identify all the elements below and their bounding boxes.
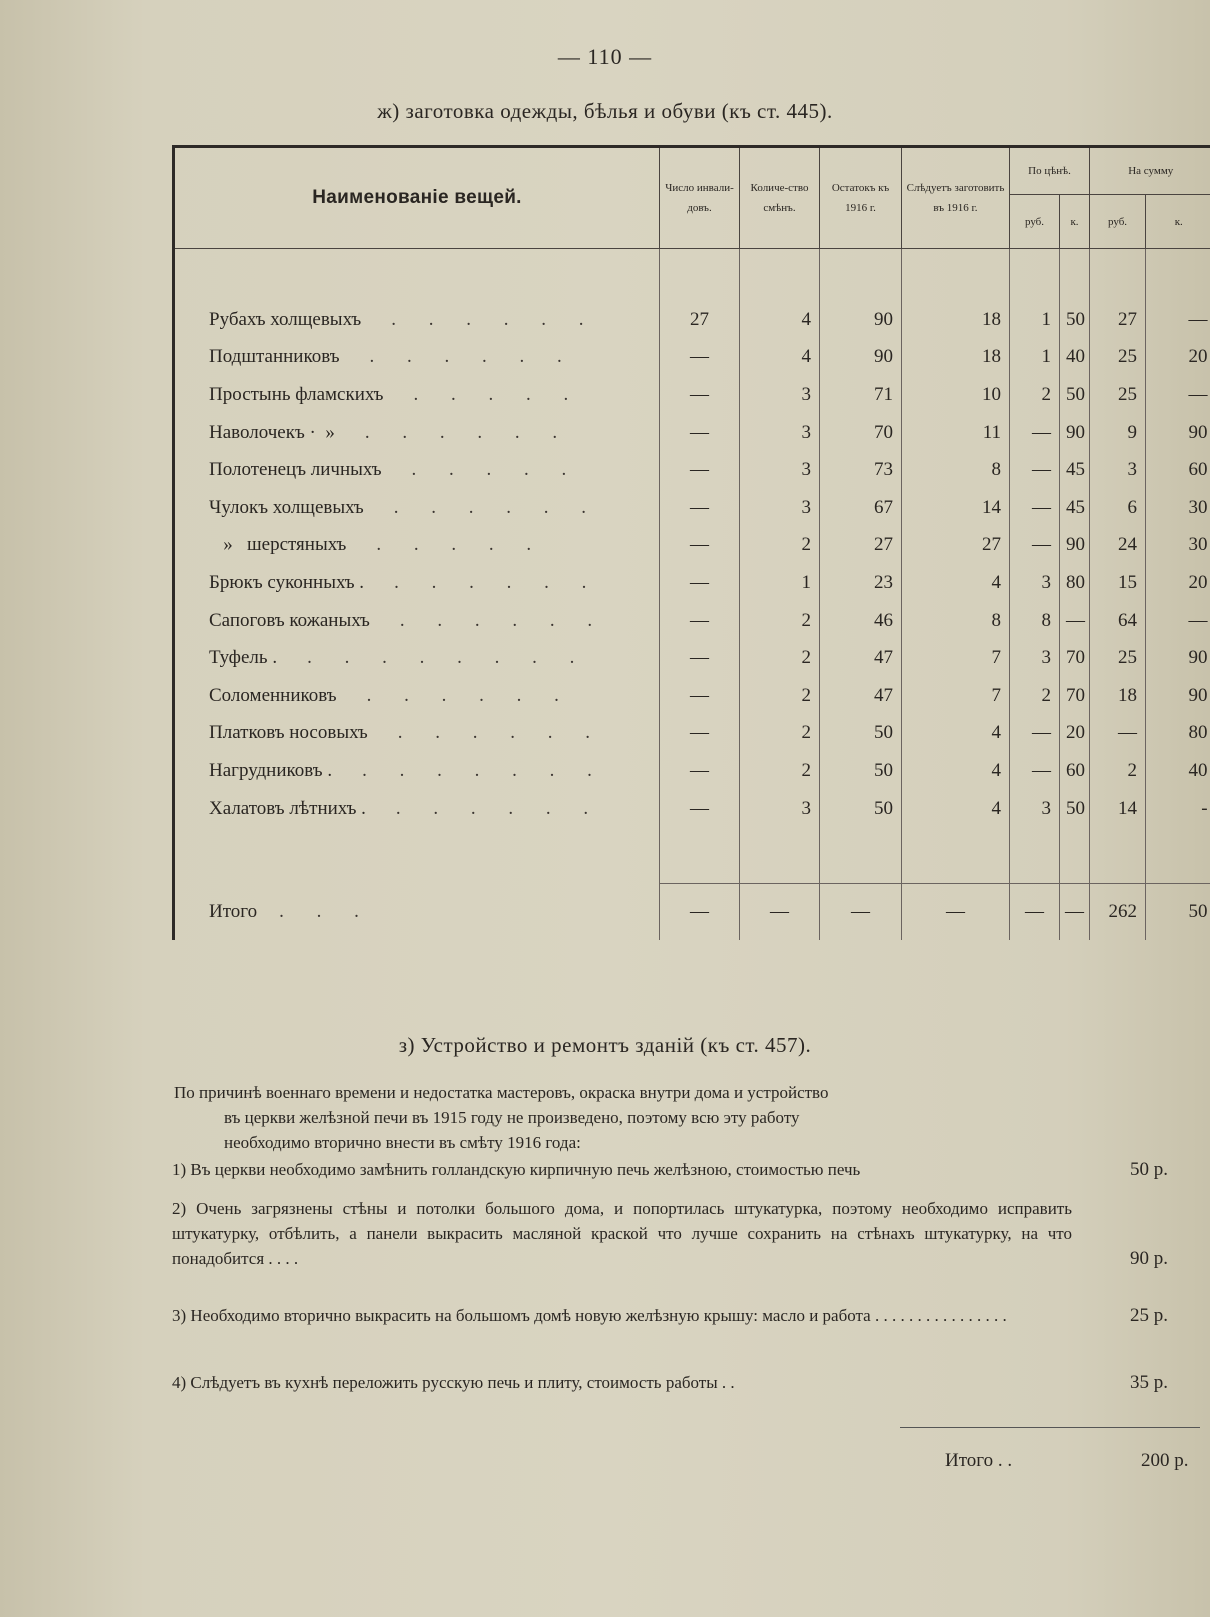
item-name: Простынь фламскихъ [209, 383, 384, 405]
cell-sum-rub: 15 [1090, 564, 1146, 602]
cell-price-kop: 60 [1060, 752, 1090, 790]
cell-name [174, 602, 660, 640]
header-price-rub: руб. [1010, 195, 1060, 249]
cell-to-prepare: 18 [902, 301, 1010, 339]
item-name: Платковъ носовыхъ [209, 722, 368, 744]
table-row [174, 339, 1210, 377]
cell-price-kop: 50 [1060, 301, 1090, 339]
cell-to-prepare: 4 [902, 790, 1010, 828]
cell-sum-kop: 60 [1146, 451, 1210, 489]
cell-sum-kop: 90 [1146, 677, 1210, 715]
item-name: Соломенниковъ [209, 684, 337, 706]
cell-to-prepare: 10 [902, 376, 1010, 414]
cell-sum-rub: 18 [1090, 677, 1146, 715]
cell-remainder: 67 [820, 489, 902, 527]
cell-sum-rub: 25 [1090, 339, 1146, 377]
cell-to-prepare: 4 [902, 752, 1010, 790]
cell-sum-rub: 9 [1090, 414, 1146, 452]
repair-item-text: 2) Очень загрязнены стѣны и потолки большого дома, и попортилась штукатурка, поэтому необходимо исправить штукатурку, отбѣлить, а панели выкрасить масляной краской что лучше сохранить на стѣнахъ штукатурку, на что понадобится . . . . [172, 1199, 1072, 1268]
leader-dots: . . . . . . [393, 496, 600, 518]
item-name: Туфель . [209, 647, 278, 669]
cell-name [174, 790, 660, 828]
cell-remainder: 50 [820, 752, 902, 790]
cell-price-kop: 40 [1060, 339, 1090, 377]
cell-sum-kop: — [1146, 602, 1210, 640]
repairs-total-label: Итого . . [945, 1450, 1013, 1471]
cell-price-kop: 45 [1060, 489, 1090, 527]
item-name: » шерстяныхъ [209, 534, 347, 556]
cell-invalids: — [660, 715, 740, 753]
cell-price-rub: 1 [1010, 301, 1060, 339]
item-name: Подштанниковъ [209, 346, 340, 368]
cell-sum-kop: 30 [1146, 527, 1210, 565]
section-title-buildings: з) Устройство и ремонтъ зданій (къ ст. 457). [398, 1033, 812, 1057]
leader-dots: . . . . . . . . [307, 647, 589, 669]
item-name: Полотенецъ личныхъ [209, 459, 382, 481]
cell-sum-kop: - [1146, 790, 1210, 828]
header-sum: На сумму [1090, 147, 1210, 195]
cell-changes: 2 [740, 677, 820, 715]
cell-remainder: 70 [820, 414, 902, 452]
intro-line: въ церкви желѣзной печи въ 1915 году не произведено, поэтому всю эту работу [224, 1108, 800, 1127]
header-price-kop: к. [1060, 195, 1090, 249]
header-to-prepare: Слѣдуетъ заготовить въ 1916 г. [902, 147, 1010, 249]
cell-price-kop: 45 [1060, 451, 1090, 489]
cell-price-kop: — [1060, 602, 1090, 640]
cell-changes: 3 [740, 790, 820, 828]
cell-name [174, 564, 660, 602]
cell-changes: 2 [740, 752, 820, 790]
cell-changes: 1 [740, 564, 820, 602]
cell-changes: 4 [740, 301, 820, 339]
total-cell-price-kop: — [1060, 884, 1090, 941]
cell-name [174, 489, 660, 527]
cell-sum-rub: 25 [1090, 639, 1146, 677]
cell-to-prepare: 14 [902, 489, 1010, 527]
cell-changes: 2 [740, 639, 820, 677]
table-row [174, 715, 1210, 753]
cell-invalids: — [660, 790, 740, 828]
item-name: Брюкъ суконныхъ . [209, 571, 365, 593]
cell-sum-rub: 2 [1090, 752, 1146, 790]
leader-dots: . . . . . . [395, 797, 603, 819]
section-title-clothing: ж) заготовка одежды, бѣлья и обуви (къ ст. 445). [377, 99, 833, 123]
cell-invalids: — [660, 677, 740, 715]
header-changes: Количе-ство смѣнъ. [740, 147, 820, 249]
cell-name [174, 527, 660, 565]
cell-sum-rub: 27 [1090, 301, 1146, 339]
cell-price-kop: 50 [1060, 790, 1090, 828]
cell-changes: 3 [740, 451, 820, 489]
cell-to-prepare: 27 [902, 527, 1010, 565]
cell-price-kop: 50 [1060, 376, 1090, 414]
cell-invalids: 27 [660, 301, 740, 339]
cell-name [174, 715, 660, 753]
cell-sum-rub: 14 [1090, 790, 1146, 828]
intro-paragraph [174, 1080, 1104, 1155]
cell-invalids: — [660, 451, 740, 489]
page-number: — 110 — [557, 44, 653, 69]
table-row [174, 677, 1210, 715]
table-row [174, 564, 1210, 602]
cell-sum-kop: 90 [1146, 414, 1210, 452]
table-row [174, 376, 1210, 414]
item-name: Сапоговъ кожаныхъ [209, 609, 370, 631]
repair-item-amount: 35 р. [1130, 1372, 1168, 1393]
table-spacer [174, 249, 1210, 302]
cell-remainder: 71 [820, 376, 902, 414]
cell-remainder: 47 [820, 677, 902, 715]
repair-item-4 [172, 1370, 1202, 1395]
table-row [174, 790, 1210, 828]
total-divider [900, 1427, 1200, 1428]
cell-sum-rub: — [1090, 715, 1146, 753]
cell-name [174, 451, 660, 489]
cell-remainder: 73 [820, 451, 902, 489]
cell-price-kop: 90 [1060, 414, 1090, 452]
cell-price-kop: 70 [1060, 639, 1090, 677]
cell-sum-kop: 90 [1146, 639, 1210, 677]
leader-dots: . . . . . [413, 383, 583, 405]
leader-dots: . . . . . . [366, 684, 573, 706]
leader-dots: . . . . . . [364, 421, 572, 443]
repair-item-text: 1) Въ церкви необходимо замѣнить голландскую кирпичную печь желѣзною, стоимостью печь [172, 1160, 861, 1179]
cell-to-prepare: 18 [902, 339, 1010, 377]
item-name: Рубахъ холщевыхъ [209, 308, 362, 330]
repair-item-2 [172, 1196, 1202, 1271]
cell-name [174, 639, 660, 677]
cell-price-rub: 3 [1010, 790, 1060, 828]
cell-remainder: 50 [820, 715, 902, 753]
cell-name [174, 339, 660, 377]
cell-sum-rub: 24 [1090, 527, 1146, 565]
cell-name [174, 301, 660, 339]
repair-item-amount: 50 р. [1130, 1159, 1168, 1180]
repairs-total [945, 1450, 1189, 1472]
cell-sum-kop: 20 [1146, 564, 1210, 602]
table-row [174, 752, 1210, 790]
header-price: По цѣнѣ. [1010, 147, 1090, 195]
cell-invalids: — [660, 339, 740, 377]
repair-item-3 [172, 1303, 1202, 1328]
cell-to-prepare: 7 [902, 639, 1010, 677]
cell-changes: 2 [740, 715, 820, 753]
cell-to-prepare: 11 [902, 414, 1010, 452]
cell-sum-kop: — [1146, 376, 1210, 414]
header-sum-rub: руб. [1090, 195, 1146, 249]
total-cell-remainder: — [820, 884, 902, 941]
cell-sum-kop: 30 [1146, 489, 1210, 527]
cell-to-prepare: 4 [902, 715, 1010, 753]
total-cell-price-rub: — [1010, 884, 1060, 941]
cell-invalids: — [660, 564, 740, 602]
cell-sum-rub: 3 [1090, 451, 1146, 489]
total-cell-sum-rub: 262 [1090, 884, 1146, 941]
cell-price-rub: 8 [1010, 602, 1060, 640]
intro-line: необходимо вторично внести въ смѣту 1916 года: [224, 1133, 581, 1152]
leader-dots: . . . . . . [369, 346, 576, 368]
item-name: Нагрудниковъ . [209, 759, 333, 781]
leader-dots: . . . . . . [399, 609, 607, 631]
repair-item-text: 3) Необходимо вторично выкрасить на большомъ домѣ новую желѣзную крышу: масло и работа . . . . . . . . . . . . . . . . [172, 1306, 1007, 1325]
repair-item-text: 4) Слѣдуетъ въ кухнѣ переложить русскую печь и плиту, стоимость работы . . [172, 1373, 735, 1392]
intro-line: По причинѣ военнаго времени и недостатка мастеровъ, окраска внутри дома и устройство [174, 1083, 829, 1102]
cell-price-rub: — [1010, 414, 1060, 452]
cell-to-prepare: 4 [902, 564, 1010, 602]
cell-price-rub: — [1010, 527, 1060, 565]
table-row [174, 489, 1210, 527]
cell-changes: 4 [740, 339, 820, 377]
cell-price-kop: 80 [1060, 564, 1090, 602]
total-cell-sum-kop: 50 [1146, 884, 1210, 941]
item-name: Халатовъ лѣтнихъ . [209, 797, 366, 819]
cell-price-rub: 3 [1010, 564, 1060, 602]
cell-invalids: — [660, 602, 740, 640]
cell-sum-kop: 40 [1146, 752, 1210, 790]
total-label: Итого [209, 901, 258, 923]
cell-price-kop: 70 [1060, 677, 1090, 715]
item-name: Наволочекъ · » [209, 421, 335, 443]
cell-sum-kop: 20 [1146, 339, 1210, 377]
leader-dots: . . . . . [376, 534, 546, 556]
cell-changes: 2 [740, 602, 820, 640]
cell-remainder: 27 [820, 527, 902, 565]
cell-invalids: — [660, 489, 740, 527]
cell-remainder: 90 [820, 301, 902, 339]
cell-remainder: 50 [820, 790, 902, 828]
leader-dots: . . . . . . . [362, 759, 606, 781]
clothing-table [172, 145, 1210, 975]
table-row [174, 301, 1210, 339]
cell-price-rub: 2 [1010, 677, 1060, 715]
cell-price-rub: — [1010, 489, 1060, 527]
leader-dots: . . . [279, 901, 373, 923]
cell-changes: 3 [740, 376, 820, 414]
cell-price-rub: 1 [1010, 339, 1060, 377]
table-spacer [174, 827, 1210, 884]
table-row [174, 527, 1210, 565]
cell-name [174, 677, 660, 715]
header-sum-kop: к. [1146, 195, 1210, 249]
leader-dots: . . . . . . [397, 722, 604, 744]
repair-item-amount: 25 р. [1130, 1305, 1168, 1326]
cell-remainder: 23 [820, 564, 902, 602]
cell-remainder: 47 [820, 639, 902, 677]
header-name: Наименованіе вещей. [174, 147, 660, 249]
table-row [174, 414, 1210, 452]
cell-name [174, 376, 660, 414]
cell-invalids: — [660, 414, 740, 452]
cell-sum-rub: 6 [1090, 489, 1146, 527]
total-cell-changes: — [740, 884, 820, 941]
item-name: Чулокъ холщевыхъ [209, 496, 364, 518]
cell-price-rub: — [1010, 451, 1060, 489]
table-row [174, 602, 1210, 640]
cell-to-prepare: 8 [902, 451, 1010, 489]
cell-invalids: — [660, 376, 740, 414]
cell-sum-rub: 64 [1090, 602, 1146, 640]
cell-invalids: — [660, 527, 740, 565]
repairs-total-amount: 200 р. [1141, 1450, 1189, 1471]
header-remainder: Остатокъ къ 1916 г. [820, 147, 902, 249]
table-total-row [174, 884, 1210, 941]
header-invalids: Число инвали-довъ. [660, 147, 740, 249]
leader-dots: . . . . . [411, 459, 581, 481]
repair-item-amount: 90 р. [1130, 1248, 1168, 1269]
cell-price-rub: 3 [1010, 639, 1060, 677]
cell-to-prepare: 8 [902, 602, 1010, 640]
cell-invalids: — [660, 752, 740, 790]
total-cell-to-prepare: — [902, 884, 1010, 941]
cell-price-kop: 20 [1060, 715, 1090, 753]
table-row [174, 451, 1210, 489]
repair-item-1 [172, 1157, 1202, 1182]
cell-sum-kop: 80 [1146, 715, 1210, 753]
cell-price-rub: — [1010, 752, 1060, 790]
cell-price-kop: 90 [1060, 527, 1090, 565]
table-row [174, 639, 1210, 677]
leader-dots: . . . . . . [391, 308, 598, 330]
cell-price-rub: 2 [1010, 376, 1060, 414]
total-label-cell [174, 884, 660, 941]
cell-changes: 3 [740, 414, 820, 452]
leader-dots: . . . . . . [394, 571, 601, 593]
cell-invalids: — [660, 639, 740, 677]
cell-to-prepare: 7 [902, 677, 1010, 715]
cell-changes: 3 [740, 489, 820, 527]
cell-price-rub: — [1010, 715, 1060, 753]
cell-sum-rub: 25 [1090, 376, 1146, 414]
cell-sum-kop: — [1146, 301, 1210, 339]
cell-name [174, 414, 660, 452]
cell-remainder: 46 [820, 602, 902, 640]
cell-name [174, 752, 660, 790]
cell-changes: 2 [740, 527, 820, 565]
total-cell-invalids: — [660, 884, 740, 941]
cell-remainder: 90 [820, 339, 902, 377]
